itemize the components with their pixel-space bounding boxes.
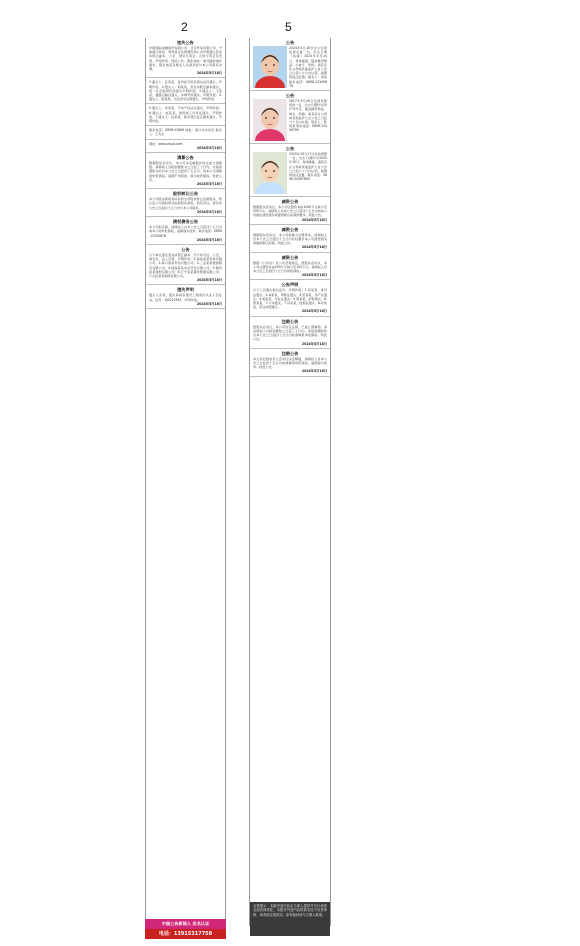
- notice-text: 以下人员遗失相关证件，声明作废：1.何某某，身份证遗失；2.林某某，驾驶证遗失；3.吴某某，房产证遗失；4.黄某某，毕业证遗失；5.周某某，护照遗失；6.郑某某，户口本遗失；7.冯某某，结婚证遗失；8.许某某，营业执照遗失。: [253, 288, 327, 310]
- notice-block: [250, 280, 330, 316]
- child-notice-block: [250, 144, 330, 197]
- notice-text: 遗失人张某，遗失海南省建设工程造价从业人员证书，证号：琼0012345，声明作废。: [149, 293, 222, 302]
- notice-block: [146, 140, 225, 153]
- notice-text: 根据《公司法》及公司章程规定，经股东会决议，本公司注册资本由200万元减少至100万元。请债权人自本公告之日起四十五日内申报债权。: [253, 260, 327, 274]
- notice-text: 2024年4月18日在公安局发现女童一名，出生日期（估算）2024年4月14日，身体健康，随身携带物品：小被子、奶粉。请其亲生父母或其他监护人自公告之日起六十日内认领，逾期将依法安置。联系人：刘某 联系电话：0898-12345678: [289, 46, 327, 88]
- notice-text: 中国国际金融股份有限公司、北京贸易有限公司、宁波港口物流、贵州省企业管理咨询公司声明遗失营业执照正副本、公章、财务专用章、合同专用章及发票，声明作废。特此公告。联系地址：建设路街道办事处，联系电话及相关人员请及时与本公司联系办理。: [149, 46, 222, 72]
- notice-date: 2024年5月18日: [196, 209, 222, 214]
- child-notice-block: [250, 38, 330, 91]
- notice-block: [146, 104, 225, 126]
- notice-block: [250, 197, 330, 225]
- notice-date: 2024年5月18日: [301, 309, 327, 314]
- notice-block: [146, 126, 225, 139]
- child-photo: [253, 46, 287, 88]
- notice-text: 根据股东会决议，本公司注册资本由1000万元减少至500万元。请债权人自本公告之日起四十五日内向本公司提出清偿债务或提供相应担保的要求。特此公告。: [253, 205, 327, 218]
- notice-block: [146, 217, 225, 245]
- notice-text: 经股东会决议，本公司决定注销，已成立清算组。请各债权人自接到通知之日起三十日内，未接到通知的自本公告之日起四十五日内向清算组申报债权。特此公告。: [253, 324, 327, 342]
- left-page-number: 2: [181, 20, 188, 34]
- notice-text: 根据股东会决议，本公司拟减少注册资本，请债权人自本公告之日起四十五日内有权要求本公司清偿债务或提供相应担保。特此公告。: [253, 232, 327, 246]
- notice-text: 1.遗失人：张某某，身份证号码及相关证件遗失，声明作废。2.遗失人：刘某某，营业执照正副本遗失，统一社会信用代码遗失声明作废。3.遗失人：王某某，道路运输证遗失，车牌号码遗失，声明作废。4.遗失人：陈某某，出生医学证明遗失，声明作废。: [149, 80, 222, 102]
- notice-text: 2017年9月26日发现弃婴男孩一名，出生日期约为2017年9月，随身携带物品：棉衣、奶瓶。请其亲生父母或其他监护人自公告之日起六十日内认领。联系人：陈某某 联系电话：0898-23456789: [289, 99, 327, 133]
- photo-row: [253, 152, 327, 194]
- notice-block: [146, 78, 225, 104]
- notice-block: [250, 317, 330, 349]
- photo-row: [253, 46, 327, 88]
- notice-block: [146, 285, 225, 309]
- photo-row: [253, 99, 327, 141]
- right-page-number: 5: [285, 20, 292, 34]
- notice-title: 债权债务公告: [172, 219, 199, 225]
- notice-date: 2024年5月18日: [301, 245, 327, 250]
- notice-title: 公告声明: [281, 282, 299, 288]
- notice-date: 2024年5月18日: [196, 145, 222, 150]
- notice-date: 2024年5月18日: [301, 217, 327, 222]
- notice-block: [146, 153, 225, 189]
- notice-title: 清算公告: [177, 155, 194, 161]
- disclaimer-box: 友情提示：本版刊登内容由当事人提供并自行承担全部法律责任。本报对刊登内容的真实性不负责审核，读者请注意核实。如有疑问请与当事人联系。: [250, 902, 330, 936]
- left-notice-list: [146, 38, 225, 309]
- notice-block: [250, 349, 330, 377]
- notice-title: 公告: [285, 40, 295, 45]
- notice-text: 以下单位遗失营业执照正副本、开户许可证、公章、财务章、法人章等，声明作废：1.海南某某贸易有限公司；2.海口某某科技有限公司；3.三亚某某旅游服务有限公司；4.琼海某某农业开发有限公司；5.儋州某某建材有限公司；6.万宁某某餐饮管理有限公司；7.文昌某某物流有限公司。: [149, 252, 222, 278]
- notice-text: 本公司股东拟将其持有的全部股权转让给新股东，转让后公司债权债务由新股东承担。如有异议，请自本公告之日起四十五日内与本公司联系。: [149, 197, 222, 210]
- notice-title: 减资公告: [281, 226, 299, 232]
- notice-title: 注销公告: [281, 318, 299, 324]
- left-column: [145, 38, 226, 934]
- notice-block: [146, 189, 225, 217]
- notice-title: 公告: [181, 246, 190, 252]
- notice-title: 减资公告: [281, 254, 299, 260]
- right-column: [249, 38, 331, 926]
- missing-child-notices: [250, 38, 330, 197]
- notice-title: 减资公告: [281, 199, 299, 205]
- notice-date: 2024年5月18日: [301, 273, 327, 278]
- notice-date: 2024年5月18日: [196, 278, 222, 283]
- notice-date: 2024年5月18日: [196, 71, 222, 76]
- contact-banner: 中国公告新闻人 实名认证: [145, 919, 226, 929]
- notice-title: 公告: [285, 146, 295, 152]
- notice-block: [250, 253, 330, 281]
- notice-text: 网址：www.cloud.com: [149, 141, 183, 146]
- child-notice-block: [250, 91, 330, 144]
- notice-title: 公告: [285, 93, 295, 99]
- notice-block: [250, 225, 330, 253]
- notice-date: 2024年5月18日: [196, 237, 222, 242]
- phone-banner: 电话：13915317758: [145, 929, 226, 939]
- notice-date: 2024年5月18日: [196, 182, 222, 187]
- notice-block: [146, 245, 225, 285]
- notice-date: 2024年5月18日: [196, 301, 222, 306]
- notice-title: 遗失声明: [177, 287, 194, 293]
- notice-title: 注销公告: [281, 350, 299, 356]
- notice-text: 本合作社经成员大会决议决定解散，请债权人自本公告之日起四十五日内向清算组申报债权，逾期视为放弃。特此公告。: [253, 356, 327, 370]
- notice-date: 2024年5月18日: [301, 369, 327, 374]
- notice-title: 股权转让公告: [172, 191, 199, 197]
- notice-text: 本公司拟注销，请债权人自本公告之日起四十五日内向本公司申报债权，逾期视为放弃。联系电话：0898-12345678: [149, 225, 222, 238]
- notice-text: 联系电话：0898-52889 地址：海口市龙华区 联系人：王先生: [149, 128, 222, 137]
- right-notice-list: [250, 197, 330, 376]
- notice-text: 根据股东会决议，本公司决定解散并依法成立清算组。请债权人自接到通知书之日起三十日内，未接到通知书的自本公告之日起四十五日内，向本公司清算组申报债权。逾期不申报的，视为放弃债权。特此公告。: [149, 161, 222, 182]
- child-photo: [253, 152, 287, 194]
- notice-text: 5.遗失人：李某某，不动产权证书遗失，声明作废。6.遗失人：赵某某，建筑施工许可证遗失，声明作废。7.遗失人：孙某某，税务登记证正副本遗失，声明作废。: [149, 106, 222, 124]
- notice-block: [146, 38, 225, 78]
- notice-text: 2020年10月17日捡拾男婴一名，出生日期约为2020年10月，身体健康。请其亲生父母或其他监护人自公告之日起六十日内认领，逾期将依法安置。联系电话：0898-34567890: [289, 152, 327, 182]
- notice-date: 2024年5月18日: [301, 341, 327, 346]
- child-photo: [253, 99, 287, 141]
- notice-title: 挂失公告: [177, 40, 194, 45]
